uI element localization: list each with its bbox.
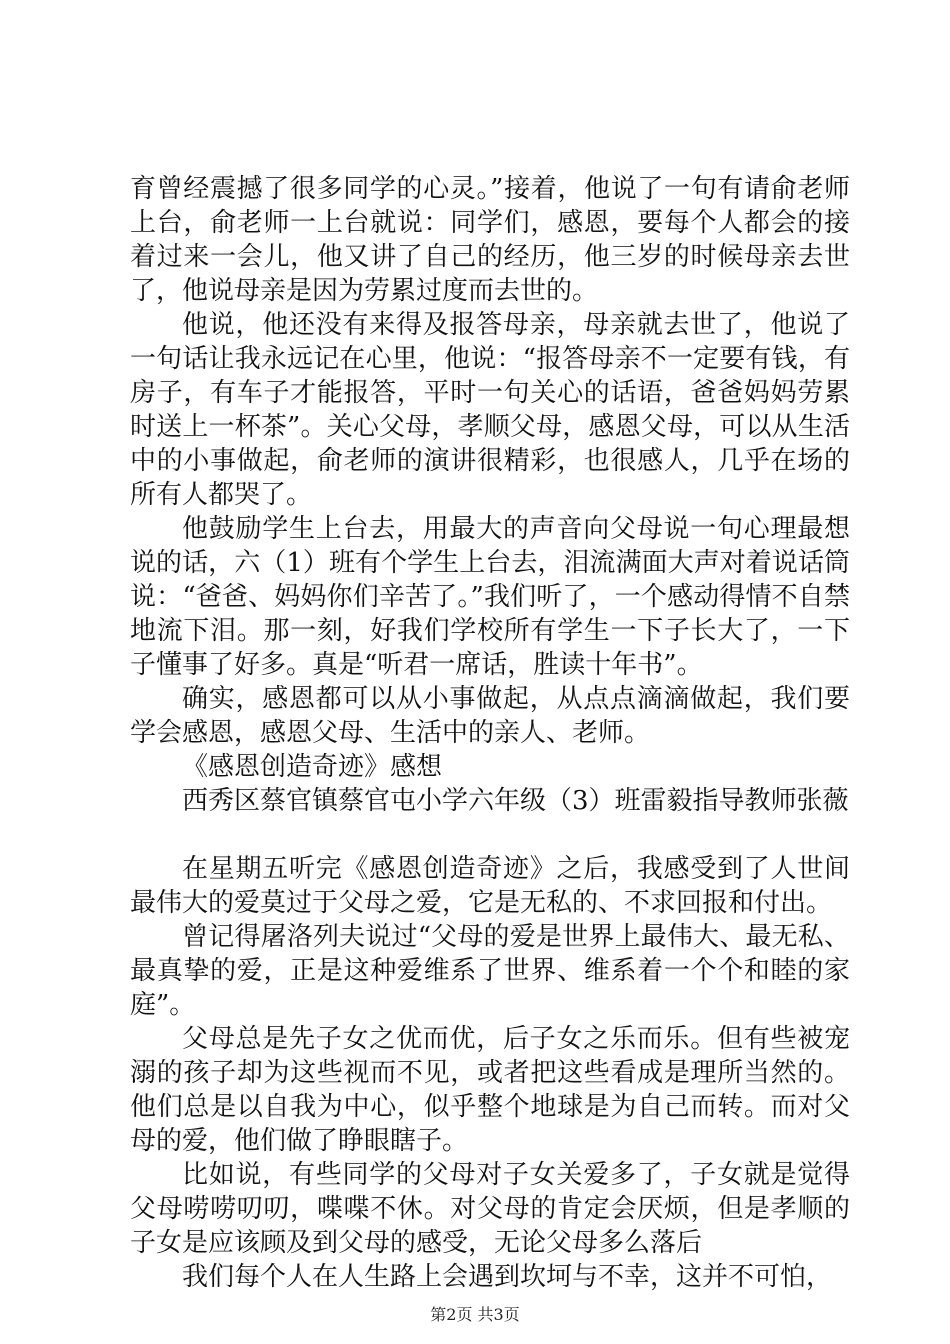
paragraph-4: 确实，感恩都可以从小事做起，从点点滴滴做起，我们要学会感恩，感恩父母、生活中的亲人、老师。: [130, 684, 850, 748]
paragraph-7: 父母总是先子女之优而优，后子女之乐而乐。但有些被宠溺的孩子却为这些视而不见，或者把这些看成是理所当然的。他们总是以自我为中心，似乎整个地球是为自己而转。而对父母的爱，他们做了睁眼瞎子。: [130, 1024, 850, 1156]
byline: 西秀区蔡官镇蔡官屯小学六年级（3）班雷毅指导教师张薇: [182, 786, 849, 816]
document-body: [130, 172, 850, 1294]
article-title: 《感恩创造奇迹》感想: [182, 752, 443, 782]
paragraph-2: 他说，他还没有来得及报答母亲，母亲就去世了，他说了一句话让我永远记在心里，他说：“报答母亲不一定要有钱，有房子，有车子才能报答，平时一句关心的话语，爸爸妈妈劳累时送上一杯茶”。关心父母，孝顺父母，感恩父母，可以从生活中的小事做起，俞老师的演讲很精彩，也很感人，几乎在场的所有人都哭了。: [130, 310, 850, 510]
paragraph-8: 比如说，有些同学的父母对子女关爱多了，子女就是觉得父母唠唠叨叨，喋喋不休。对父母的肯定会厌烦，但是孝顺的子女是应该顾及到父母的感受，无论父母多么落后: [130, 1160, 850, 1258]
paragraph-9: 我们每个人在人生路上会遇到坎坷与不幸，这并不可怕，: [182, 1262, 833, 1292]
paragraph-1: 育曾经震撼了很多同学的心灵。”接着，他说了一句有请俞老师上台，俞老师一上台就说：同学们，感恩，要每个人都会的接着过来一会儿，他又讲了自己的经历，他三岁的时候母亲去世了，他说母亲是因为劳累过度而去世的。: [130, 174, 850, 306]
paragraph-5: 在星期五听完《感恩创造奇迹》之后，我感受到了人世间最伟大的爱莫过于父母之爱，它是无私的、不求回报和付出。: [130, 854, 850, 918]
paragraph-3: 他鼓励学生上台去，用最大的声音向父母说一句心理最想说的话，六（1）班有个学生上台去，泪流满面大声对着说话筒说：“爸爸、妈妈你们辛苦了。”我们听了，一个感动得情不自禁地流下泪。那一刻，好我们学校所有学生一下子长大了，一下子懂事了好多。真是“听君一席话，胜读十年书”。: [130, 514, 850, 680]
page-footer: 第2页 共3页: [430, 1305, 520, 1324]
paragraph-6: 曾记得屠洛列夫说过“父母的爱是世界上最伟大、最无私、最真挚的爱，正是这种爱维系了世界、维系着一个个和睦的家庭”。: [130, 922, 850, 1020]
blank-line: [130, 818, 850, 852]
